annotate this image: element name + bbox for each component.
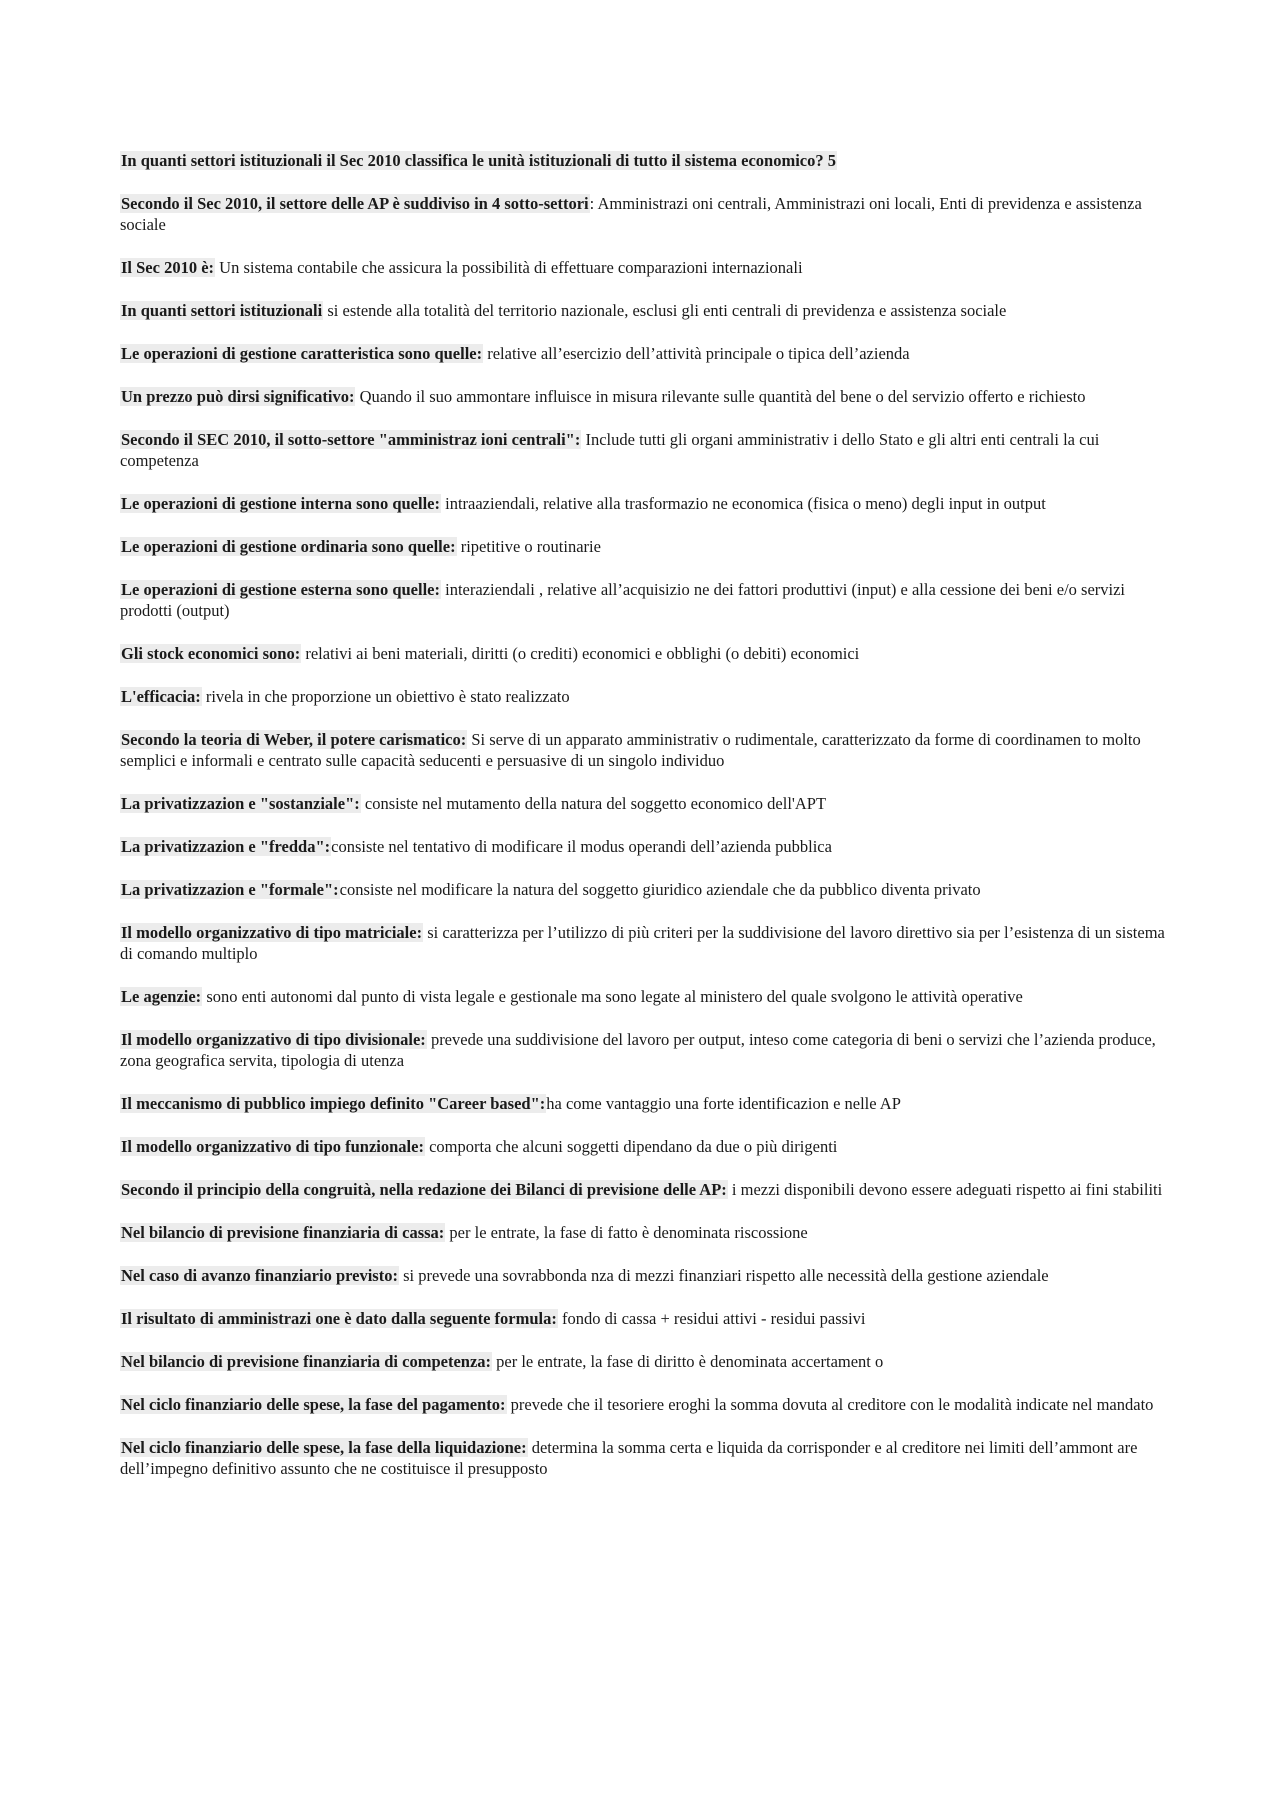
answer-text: Quando il suo ammontare influisce in misura rilevante sulle quantità del bene o del servizio offerto e richiesto <box>355 387 1086 406</box>
question-text: L'efficacia: <box>121 687 201 706</box>
answer-text: determina la somma certa e liquida da corrisponder e al creditore nei limiti dell’ammont are dell’impegno definitivo assunto che ne costituisce il presupposto <box>120 1438 1138 1478</box>
question-text: Il Sec 2010 è: <box>121 258 215 277</box>
answer-text: si prevede una sovrabbonda nza di mezzi finanziari rispetto alle necessità della gestione aziendale <box>398 1266 1049 1285</box>
qa-item <box>120 1136 1170 1157</box>
question-text: Nel bilancio di previsione finanziaria di cassa: <box>121 1223 445 1242</box>
answer-text: interaziendali , relative all’acquisizio ne dei fattori produttivi (input) e alla cessione dei beni e/o servizi prodotti (output) <box>120 580 1126 620</box>
question-text: La privatizzazion e "formale": <box>121 880 339 899</box>
answer-text: per le entrate, la fase di diritto è denominata accertament o <box>492 1352 884 1371</box>
qa-item <box>120 300 1170 321</box>
question-text: Nel bilancio di previsione finanziaria di competenza: <box>121 1352 492 1371</box>
qa-item <box>120 879 1170 900</box>
question-text: Le operazioni di gestione esterna sono quelle: <box>121 580 440 599</box>
question-text: Un prezzo può dirsi significativo: <box>121 387 355 406</box>
answer-text: ha come vantaggio una forte identificazion e nelle AP <box>546 1094 901 1113</box>
qa-item <box>120 922 1170 964</box>
question-text: Secondo il SEC 2010, il sotto-settore "amministraz ioni centrali": <box>121 430 581 449</box>
answer-text: rivela in che proporzione un obiettivo è stato realizzato <box>201 687 570 706</box>
answer-text: relativi ai beni materiali, diritti (o crediti) economici e obblighi (o debiti) economici <box>301 644 860 663</box>
question-text: In quanti settori istituzionali <box>121 301 323 320</box>
answer-text: Un sistema contabile che assicura la possibilità di effettuare comparazioni internazionali <box>215 258 803 277</box>
answer-text: comporta che alcuni soggetti dipendano da due o più dirigenti <box>424 1137 838 1156</box>
answer-text: consiste nel modificare la natura del soggetto giuridico aziendale che da pubblico diventa privato <box>339 880 981 899</box>
question-text: Le operazioni di gestione caratteristica sono quelle: <box>121 344 483 363</box>
document-page <box>120 150 1170 1501</box>
qa-item <box>120 257 1170 278</box>
qa-item <box>120 429 1170 471</box>
answer-text: sono enti autonomi dal punto di vista legale e gestionale ma sono legate al ministero del quale svolgono le attività operative <box>202 987 1023 1006</box>
question-text: Gli stock economici sono: <box>121 644 301 663</box>
answer-text: prevede una suddivisione del lavoro per output, inteso come categoria di beni o servizi che l’azienda produce, zona geografica servita, tipologia di utenza <box>120 1030 1156 1070</box>
qa-item <box>120 493 1170 514</box>
qa-item <box>120 1394 1170 1415</box>
qa-item <box>120 150 1170 171</box>
answer-text: Si serve di un apparato amministrativ o rudimentale, caratterizzato da forme di coordinamen to molto semplici e informali e centrato sulle capacità seducenti e persuasive di un singolo individuo <box>120 730 1141 770</box>
answer-text: Include tutti gli organi amministrativ i dello Stato e gli altri enti centrali la cui competenza <box>120 430 1100 470</box>
qa-item <box>120 1265 1170 1286</box>
qa-item <box>120 1179 1170 1200</box>
answer-text: intraaziendali, relative alla trasformazio ne economica (fisica o meno) degli input in output <box>441 494 1046 513</box>
question-text: Le operazioni di gestione ordinaria sono quelle: <box>121 537 456 556</box>
qa-item <box>120 343 1170 364</box>
qa-item <box>120 1437 1170 1479</box>
qa-item <box>120 643 1170 664</box>
qa-item <box>120 836 1170 857</box>
answer-text: fondo di cassa + residui attivi - residui passivi <box>557 1309 866 1328</box>
question-text: Nel ciclo finanziario delle spese, la fase del pagamento: <box>121 1395 506 1414</box>
question-text: Le operazioni di gestione interna sono quelle: <box>121 494 440 513</box>
answer-text: relative all’esercizio dell’attività principale o tipica dell’azienda <box>483 344 910 363</box>
answer-text: prevede che il tesoriere eroghi la somma dovuta al creditore con le modalità indicate nel mandato <box>506 1395 1154 1414</box>
question-text: Il modello organizzativo di tipo divisionale: <box>121 1030 426 1049</box>
qa-item <box>120 193 1170 235</box>
answer-text: : Amministrazi oni centrali, Amministrazi oni locali, Enti di previdenza e assistenza sociale <box>120 194 1142 234</box>
qa-item <box>120 793 1170 814</box>
question-text: Il modello organizzativo di tipo matriciale: <box>121 923 423 942</box>
qa-item <box>120 386 1170 407</box>
question-text: Il risultato di amministrazi one è dato dalla seguente formula: <box>121 1309 557 1328</box>
qa-item <box>120 1351 1170 1372</box>
question-text: Il modello organizzativo di tipo funzionale: <box>121 1137 424 1156</box>
qa-item <box>120 1222 1170 1243</box>
question-text: Il meccanismo di pubblico impiego definito "Career based": <box>121 1094 546 1113</box>
qa-item <box>120 1029 1170 1071</box>
answer-text: si estende alla totalità del territorio nazionale, esclusi gli enti centrali di previdenza e assistenza sociale <box>323 301 1007 320</box>
question-text: Secondo la teoria di Weber, il potere carismatico: <box>121 730 467 749</box>
answer-text: si caratterizza per l’utilizzo di più criteri per la suddivisione del lavoro direttivo sia per l’esistenza di un sistema di comando multiplo <box>120 923 1165 963</box>
question-text: La privatizzazion e "fredda": <box>121 837 331 856</box>
answer-text: per le entrate, la fase di fatto è denominata riscossione <box>445 1223 808 1242</box>
question-text: In quanti settori istituzionali il Sec 2010 classifica le unità istituzionali di tutto il sistema economico? 5 <box>121 151 836 170</box>
qa-item <box>120 1093 1170 1114</box>
question-text: Secondo il principio della congruità, nella redazione dei Bilanci di previsione delle AP: <box>121 1180 727 1199</box>
question-text: Nel ciclo finanziario delle spese, la fase della liquidazione: <box>121 1438 527 1457</box>
answer-text: ripetitive o routinarie <box>456 537 601 556</box>
qa-item <box>120 986 1170 1007</box>
qa-item <box>120 729 1170 771</box>
qa-item <box>120 536 1170 557</box>
question-text: Nel caso di avanzo finanziario previsto: <box>121 1266 398 1285</box>
question-text: Le agenzie: <box>121 987 202 1006</box>
question-text: Secondo il Sec 2010, il settore delle AP è suddiviso in 4 sotto-settori <box>121 194 589 213</box>
qa-item <box>120 579 1170 621</box>
answer-text: i mezzi disponibili devono essere adeguati rispetto ai fini stabiliti <box>727 1180 1163 1199</box>
answer-text: consiste nel mutamento della natura del soggetto economico dell'APT <box>360 794 827 813</box>
question-text: La privatizzazion e "sostanziale": <box>121 794 360 813</box>
answer-text: consiste nel tentativo di modificare il modus operandi dell’azienda pubblica <box>331 837 832 856</box>
qa-item <box>120 686 1170 707</box>
qa-item <box>120 1308 1170 1329</box>
